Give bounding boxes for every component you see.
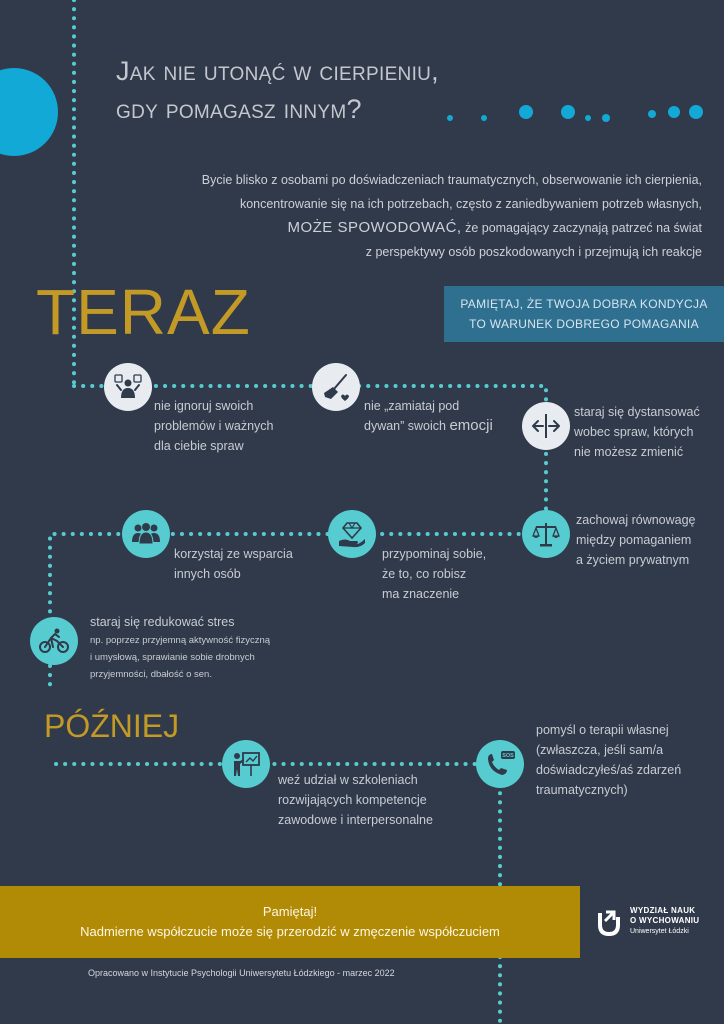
phone-sos-icon xyxy=(476,740,524,788)
step-distance-text: staraj się dystansować wobec spraw, których nie możesz zmienić xyxy=(574,405,700,459)
banner-line-2: Nadmierne współczucie może się przerodzić w zmęczenie współczuciem xyxy=(80,924,500,939)
person-thinking-icon xyxy=(104,363,152,411)
logo-line-1: WYDZIAŁ NAUK xyxy=(630,906,696,915)
reminder-line-1: PAMIĘTAJ, ŻE TWOJA DOBRA KONDYCJA xyxy=(460,297,708,311)
intro-line-3 xyxy=(142,216,702,240)
reminder-box xyxy=(444,286,724,342)
step-emotions-text: nie „zamiataj pod dywan” swoich emocji xyxy=(364,399,493,434)
step-meaning-text: przypominaj sobie, że to, co robisz ma znaczenie xyxy=(382,547,487,601)
now-heading: TERAZ xyxy=(36,276,251,348)
title-line-2: gdy pomagasz innym? xyxy=(116,94,362,124)
group-icon xyxy=(122,510,170,558)
decor-dots xyxy=(447,105,703,122)
sos-badge: SOS xyxy=(502,753,514,760)
broom-heart-icon xyxy=(312,363,360,411)
intro-emphasis: MOŻE SPOWODOWAĆ, xyxy=(287,219,462,236)
faculty-logo-icon xyxy=(596,907,622,937)
diamond-hand-icon xyxy=(328,510,376,558)
step-stress-text: staraj się redukować stres np. poprzez przyjemną aktywność fizyczną i umysłową, sprawianie sobie drobnych przyjemności, dbałość o sen. xyxy=(90,612,270,683)
step-support-text: korzystaj ze wsparcia innych osób xyxy=(174,547,293,581)
distance-arrows-icon xyxy=(522,402,570,450)
footer-credit: Opracowano w Instytucie Psychologii Uniwersytetu Łódzkiego - marzec 2022 xyxy=(88,968,395,978)
intro-line-1: Bycie blisko z osobami po doświadczeniach traumatycznych, obserwowanie ich cierpienia, xyxy=(201,173,702,187)
cyclist-icon xyxy=(30,617,78,665)
intro-paragraph xyxy=(142,168,702,264)
decor-big-circle xyxy=(0,68,58,156)
step-training-text: weź udział w szkoleniach rozwijających kompetencje zawodowe i interpersonalne xyxy=(278,773,433,827)
banner-line-1: Pamiętaj! xyxy=(262,904,318,919)
page-title xyxy=(116,52,439,128)
scales-icon xyxy=(522,510,570,558)
intro-line-3-rest: że pomagający zaczynają patrzeć na świat xyxy=(461,221,702,235)
compassion-fatigue-banner xyxy=(0,886,580,958)
step-problems-text: nie ignoruj swoich problemów i ważnych dla ciebie spraw xyxy=(154,399,274,453)
presentation-icon xyxy=(222,740,270,788)
later-heading: PÓŹNIEJ xyxy=(44,708,180,744)
step-stress-heading: staraj się redukować stres xyxy=(90,615,235,629)
step-therapy-text: pomyśl o terapii własnej (zwłaszcza, jeśli sam/a doświadczyłeś/aś zdarzeń traumatycznych) xyxy=(536,723,682,797)
reminder-line-2: TO WARUNEK DOBREGO POMAGANIA xyxy=(469,317,699,331)
title-line-1: Jak nie utonąć w cierpieniu, xyxy=(116,56,439,86)
intro-line-4: z perspektywy osób poszkodowanych i przejmują ich reakcje xyxy=(365,245,702,259)
step-balance-text: zachowaj równowagę między pomaganiem a życiem prywatnym xyxy=(576,513,696,567)
logo-line-2: O WYCHOWANIU xyxy=(630,916,700,925)
intro-line-2: koncentrowanie się na ich potrzebach, często z zaniedbywaniem potrzeb własnych, xyxy=(239,197,702,211)
logo-line-3: Uniwersytet Łódzki xyxy=(630,928,689,935)
university-logo xyxy=(596,906,699,937)
